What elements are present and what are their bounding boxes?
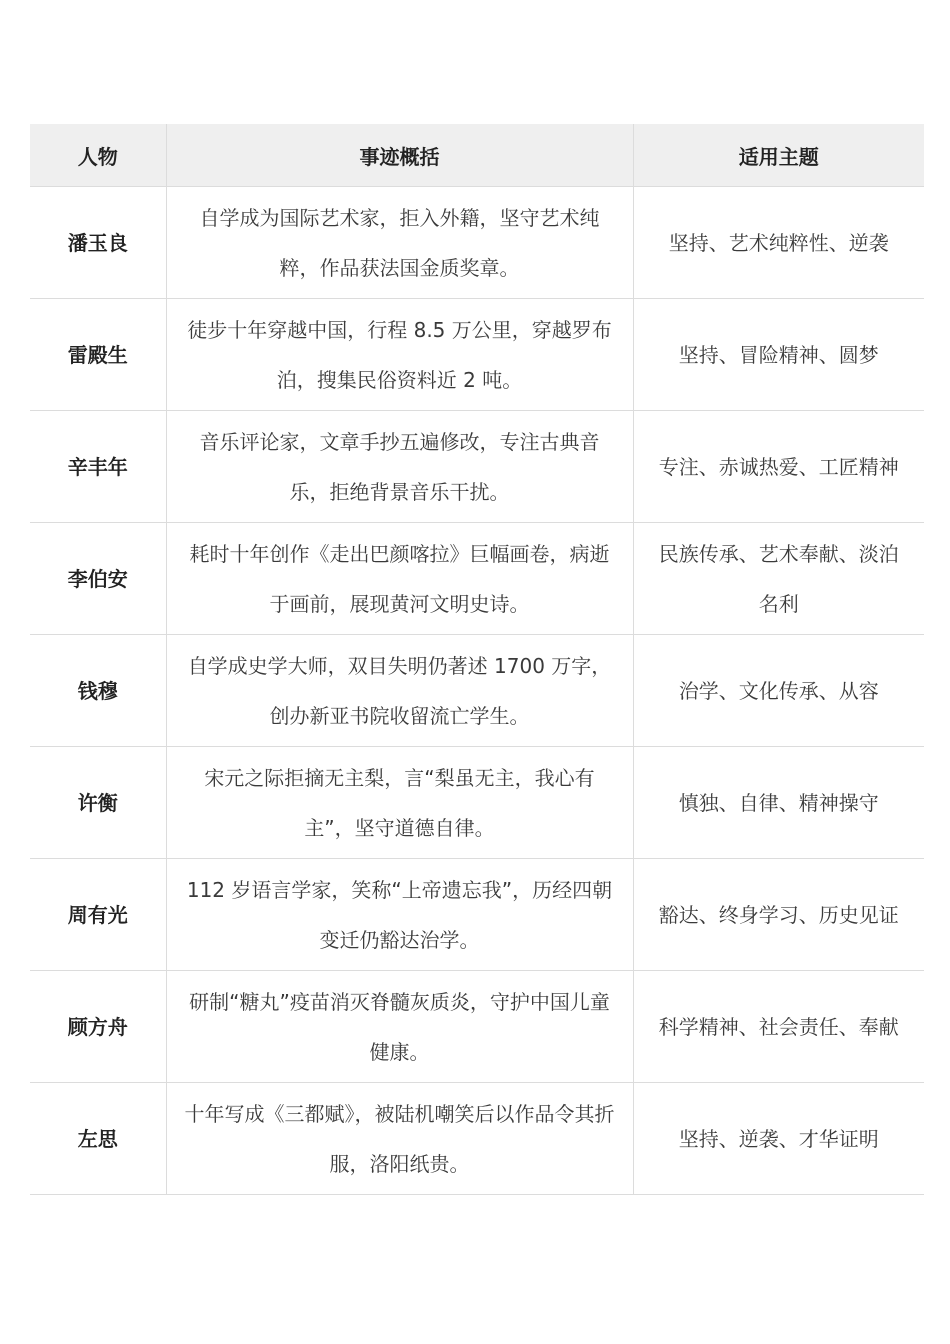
- deed-summary: 宋元之际拒摘无主梨，言“梨虽无主，我心有主”，坚守道德自律。: [166, 747, 633, 859]
- deed-summary: 自学成为国际艺术家，拒入外籍，坚守艺术纯粹，作品获法国金质奖章。: [166, 187, 633, 299]
- table-row: [30, 635, 924, 747]
- person-name: 潘玉良: [30, 187, 166, 299]
- deed-summary: 耗时十年创作《走出巴颜喀拉》巨幅画卷，病逝于画前，展现黄河文明史诗。: [166, 523, 633, 635]
- applicable-theme: 科学精神、社会责任、奉献: [633, 971, 924, 1083]
- table-row: [30, 747, 924, 859]
- deed-summary: 研制“糖丸”疫苗消灭脊髓灰质炎，守护中国儿童健康。: [166, 971, 633, 1083]
- header-theme: 适用主题: [633, 124, 924, 187]
- table-row: [30, 299, 924, 411]
- person-name: 钱穆: [30, 635, 166, 747]
- applicable-theme: 坚持、逆袭、才华证明: [633, 1083, 924, 1195]
- header-deed: 事迹概括: [166, 124, 633, 187]
- table-row: [30, 411, 924, 523]
- header-name: 人物: [30, 124, 166, 187]
- person-name: 许衡: [30, 747, 166, 859]
- applicable-theme: 坚持、艺术纯粹性、逆袭: [633, 187, 924, 299]
- deed-summary: 十年写成《三都赋》，被陆机嘲笑后以作品令其折服，洛阳纸贵。: [166, 1083, 633, 1195]
- table-row: [30, 523, 924, 635]
- table-body: [30, 187, 924, 1195]
- table-row: [30, 971, 924, 1083]
- person-name: 顾方舟: [30, 971, 166, 1083]
- applicable-theme: 豁达、终身学习、历史见证: [633, 859, 924, 971]
- deed-summary: 音乐评论家，文章手抄五遍修改，专注古典音乐，拒绝背景音乐干扰。: [166, 411, 633, 523]
- person-name: 李伯安: [30, 523, 166, 635]
- deed-summary: 徒步十年穿越中国，行程 8.5 万公里，穿越罗布泊，搜集民俗资料近 2 吨。: [166, 299, 633, 411]
- deed-summary: 自学成史学大师，双目失明仍著述 1700 万字，创办新亚书院收留流亡学生。: [166, 635, 633, 747]
- deed-summary: 112 岁语言学家，笑称“上帝遗忘我”，历经四朝变迁仍豁达治学。: [166, 859, 633, 971]
- table-header: [30, 124, 924, 187]
- header-row: [30, 124, 924, 187]
- person-name: 雷殿生: [30, 299, 166, 411]
- person-name: 周有光: [30, 859, 166, 971]
- table-row: [30, 187, 924, 299]
- applicable-theme: 慎独、自律、精神操守: [633, 747, 924, 859]
- table-row: [30, 859, 924, 971]
- table-row: [30, 1083, 924, 1195]
- applicable-theme: 专注、赤诚热爱、工匠精神: [633, 411, 924, 523]
- applicable-theme: 民族传承、艺术奉献、淡泊名利: [633, 523, 924, 635]
- figures-table: [30, 124, 924, 1195]
- person-name: 左思: [30, 1083, 166, 1195]
- applicable-theme: 治学、文化传承、从容: [633, 635, 924, 747]
- person-name: 辛丰年: [30, 411, 166, 523]
- applicable-theme: 坚持、冒险精神、圆梦: [633, 299, 924, 411]
